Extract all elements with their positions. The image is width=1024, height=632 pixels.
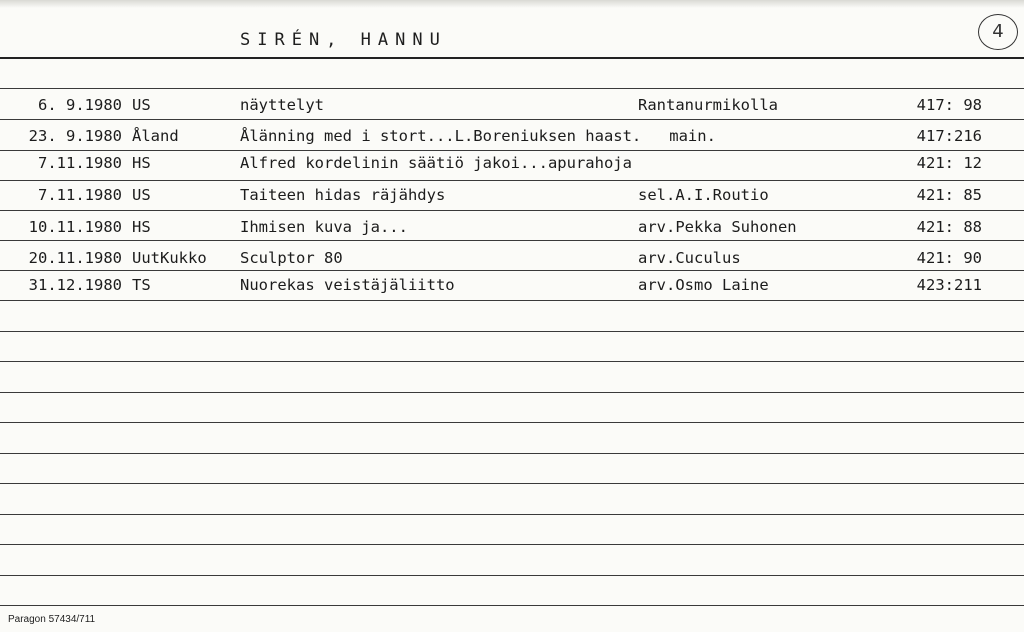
entry-title: Taiteen hidas räjähdys [240, 186, 446, 204]
entry-source: HS [132, 218, 151, 236]
entry-reference: 421: 90 [916, 249, 982, 267]
entry-title: Ihmisen kuva ja... [240, 218, 408, 236]
entry-date: 20.11.1980 [28, 249, 122, 267]
entry-row [0, 127, 1024, 149]
entry-row [0, 154, 1024, 176]
entry-source: US [132, 96, 151, 114]
entry-reference: 421: 88 [916, 218, 982, 236]
entry-title: Sculptor 80 [240, 249, 343, 267]
entry-row [0, 186, 1024, 208]
entry-title: Alfred kordelinin säätiö jakoi...apurahoja [240, 154, 632, 172]
entry-date: 7.11.1980 [38, 186, 122, 204]
entry-reference: 423:211 [916, 276, 982, 294]
entry-reference: 421: 12 [916, 154, 982, 172]
entry-source: HS [132, 154, 151, 172]
entry-date: 7.11.1980 [38, 154, 122, 172]
entry-reference: 421: 85 [916, 186, 982, 204]
entry-title: näyttelyt [240, 96, 324, 114]
printer-mark: Paragon 57434/711 [8, 614, 96, 625]
page-number-circle: 4 [978, 14, 1018, 50]
entry-row [0, 218, 1024, 240]
entry-row [0, 276, 1024, 298]
card-title: SIRÉN, HANNU [240, 30, 447, 50]
entry-date: 6. 9.1980 [38, 96, 122, 114]
entry-reference: 417:216 [916, 127, 982, 145]
entry-author: sel.A.I.Routio [638, 186, 769, 204]
entry-author: Rantanurmikolla [638, 96, 778, 114]
entry-source: UutKukko [132, 249, 207, 267]
entry-reference: 417: 98 [916, 96, 982, 114]
entry-source: US [132, 186, 151, 204]
entry-source: TS [132, 276, 151, 294]
entry-date: 31.12.1980 [28, 276, 122, 294]
entry-row [0, 96, 1024, 118]
entry-date: 23. 9.1980 [28, 127, 122, 145]
entry-title: Nuorekas veistäjäliitto [240, 276, 455, 294]
entry-author: arv.Cuculus [638, 249, 741, 267]
entry-author: arv.Pekka Suhonen [638, 218, 797, 236]
entry-date: 10.11.1980 [28, 218, 122, 236]
entry-title: Ålänning med i stort...L.Boreniuksen haast. main. [240, 127, 716, 145]
entry-author: arv.Osmo Laine [638, 276, 769, 294]
entry-source: Åland [132, 127, 179, 145]
entry-row [0, 249, 1024, 271]
